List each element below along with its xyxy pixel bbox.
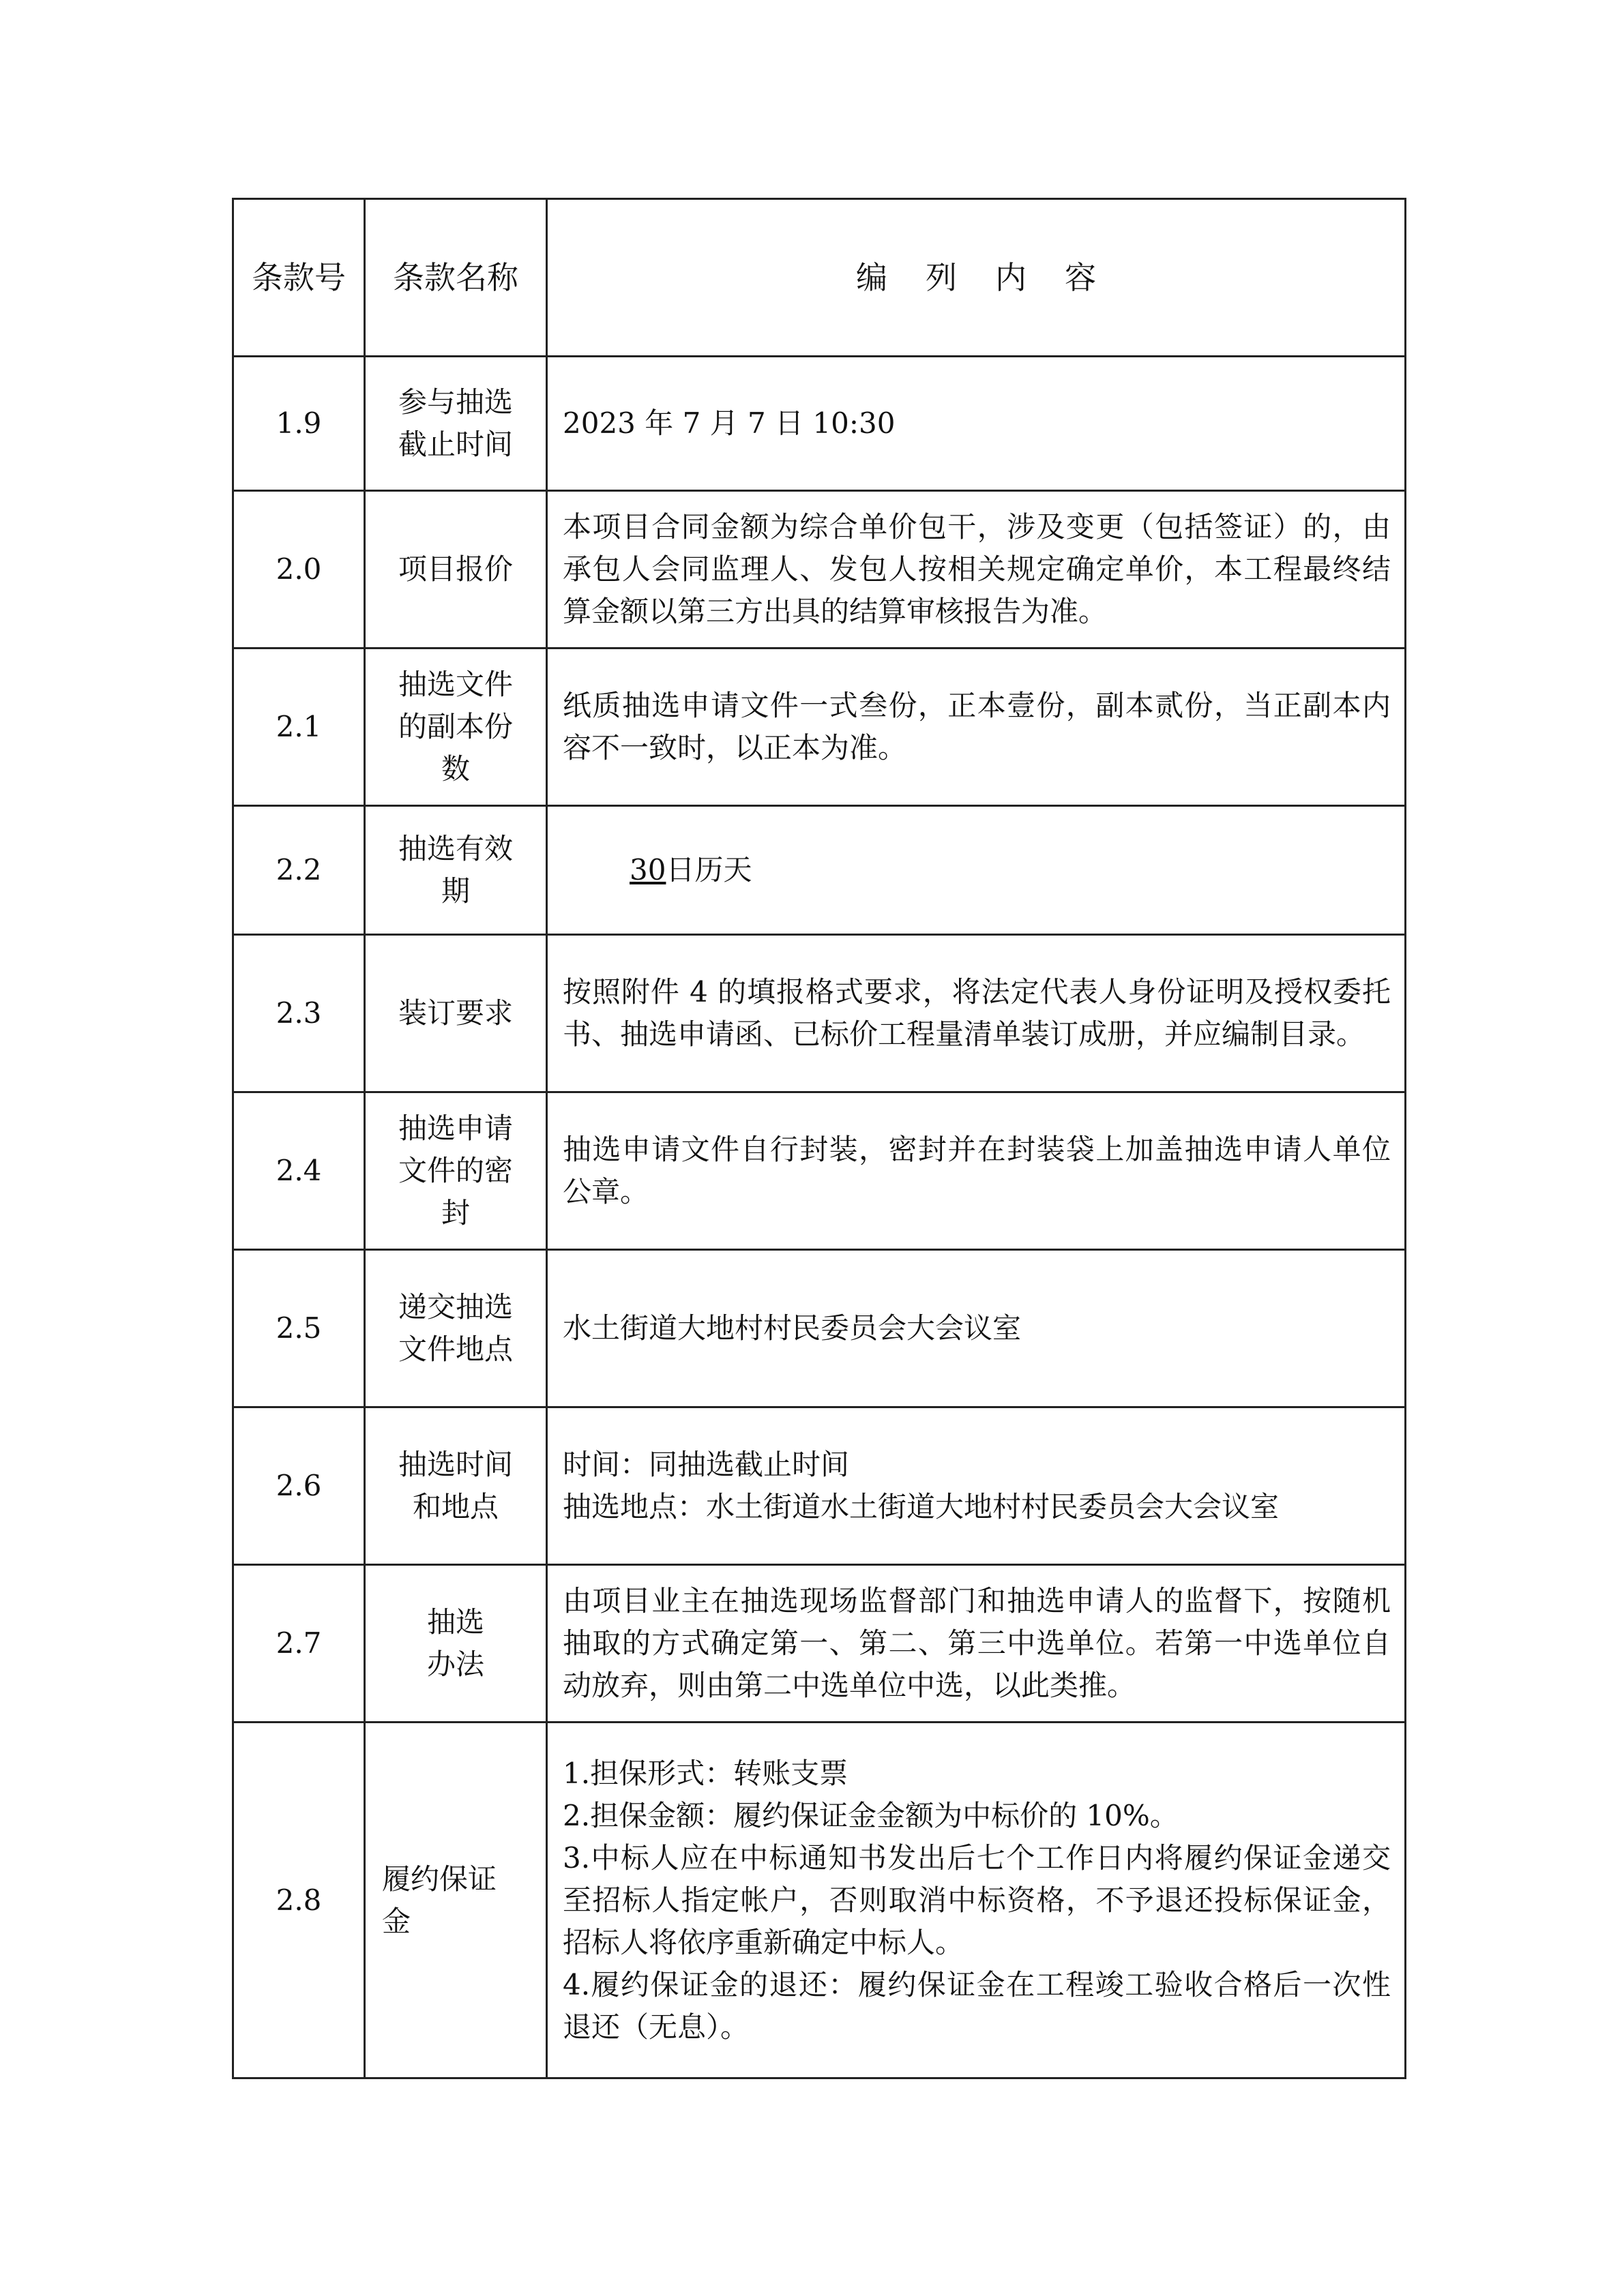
validity-days-value: 30 [630, 853, 666, 886]
clause-number: 2.8 [233, 1723, 365, 2078]
clause-number: 2.2 [233, 806, 365, 935]
header-name: 条款名称 [365, 199, 547, 357]
header-number: 条款号 [233, 199, 365, 357]
clause-name: 抽选时间 和地点 [365, 1407, 547, 1565]
clause-name: 抽选文件 的副本份 数 [365, 648, 547, 806]
table-row [233, 935, 1406, 1092]
clause-content: 纸质抽选申请文件一式叁份，正本壹份，副本贰份，当正副本内容不一致时，以正本为准。 [547, 648, 1406, 806]
clause-name: 项目报价 [365, 491, 547, 648]
clause-content: 由项目业主在抽选现场监督部门和抽选申请人的监督下，按随机抽取的方式确定第一、第二、第三中选单位。若第一中选单位自动放弃，则由第二中选单位中选，以此类推。 [547, 1565, 1406, 1723]
clause-content: 本项目合同金额为综合单价包干，涉及变更（包括签证）的，由承包人会同监理人、发包人按相关规定确定单价，本工程最终结算金额以第三方出具的结算审核报告为准。 [547, 491, 1406, 648]
clause-number: 2.4 [233, 1092, 365, 1250]
clause-name: 递交抽选 文件地点 [365, 1250, 547, 1407]
clause-content: 1.担保形式：转账支票 2.担保金额：履约保证金金额为中标价的 10%。 3.中标人应在中标通知书发出后七个工作日内将履约保证金递交至招标人指定帐户，否则取消中标资格，不予退还投标保证金，招标人将依序重新确定中标人。 4.履约保证金的退还：履约保证金在工程竣工验收合格后一次性退还（无息）。 [547, 1723, 1406, 2078]
table-row [233, 1092, 1406, 1250]
table-row [233, 491, 1406, 648]
table-row [233, 1723, 1406, 2078]
clause-table [232, 198, 1406, 2079]
clause-number: 2.0 [233, 491, 365, 648]
header-content: 编列内容 [547, 199, 1406, 357]
validity-days-unit: 日历天 [666, 853, 752, 886]
clause-number: 2.7 [233, 1565, 365, 1723]
clause-number: 2.1 [233, 648, 365, 806]
clause-content: 2023 年 7 月 7 日 10:30 [547, 357, 1406, 491]
clause-number: 2.6 [233, 1407, 365, 1565]
table-row [233, 357, 1406, 491]
table-row [233, 648, 1406, 806]
clause-name: 抽选有效 期 [365, 806, 547, 935]
table-row [233, 1565, 1406, 1723]
clause-content: 抽选申请文件自行封装，密封并在封装袋上加盖抽选申请人单位公章。 [547, 1092, 1406, 1250]
clause-content: 时间：同抽选截止时间 抽选地点：水土街道水土街道大地村村民委员会大会议室 [547, 1407, 1406, 1565]
clause-number: 1.9 [233, 357, 365, 491]
clause-content: 水土街道大地村村民委员会大会议室 [547, 1250, 1406, 1407]
header-row [233, 199, 1406, 357]
clause-content: 按照附件 4 的填报格式要求，将法定代表人身份证明及授权委托书、抽选申请函、已标价工程量清单装订成册，并应编制目录。 [547, 935, 1406, 1092]
clause-name: 履约保证 金 [365, 1723, 547, 2078]
clause-number: 2.5 [233, 1250, 365, 1407]
table-row [233, 1407, 1406, 1565]
clause-name: 抽选 办法 [365, 1565, 547, 1723]
clause-content [547, 806, 1406, 935]
table-row [233, 806, 1406, 935]
table-row [233, 1250, 1406, 1407]
clause-name: 参与抽选 截止时间 [365, 357, 547, 491]
clause-name: 抽选申请 文件的密 封 [365, 1092, 547, 1250]
clause-number: 2.3 [233, 935, 365, 1092]
clause-name: 装订要求 [365, 935, 547, 1092]
